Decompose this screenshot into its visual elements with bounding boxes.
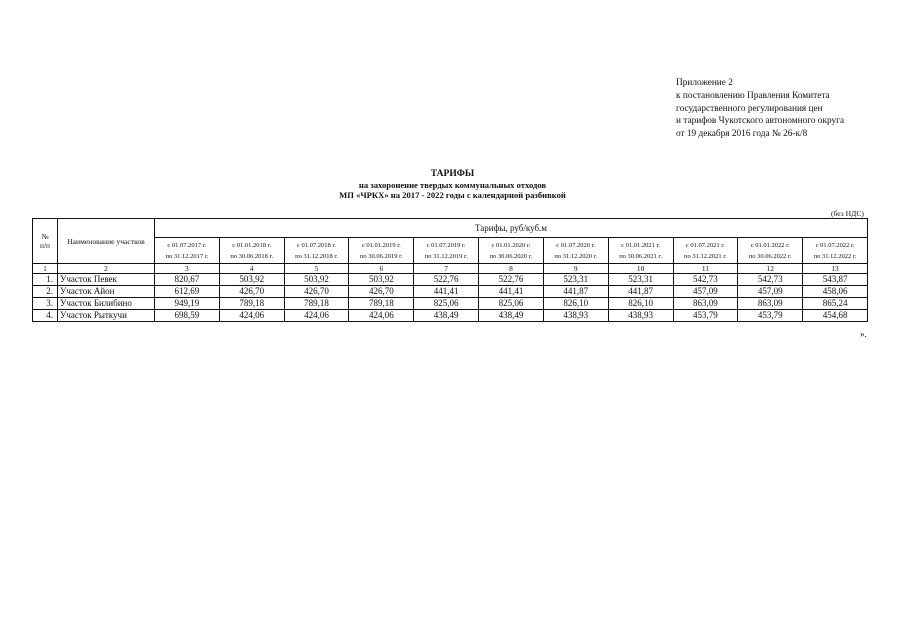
appendix-line: государственного регулирования цен: [676, 103, 823, 114]
site-name: Участок Рыткучи: [58, 310, 155, 322]
period-header-row: [33, 238, 868, 264]
period-header: [608, 238, 673, 264]
period-from: с 01.07.2020 г.: [556, 241, 596, 249]
column-number: 13: [803, 264, 868, 274]
tariff-cell: 454,68: [803, 310, 868, 322]
period-header: [803, 238, 868, 264]
tariff-cell: 949,19: [155, 298, 220, 310]
tariff-cell: 522,76: [414, 274, 479, 286]
appendix-line: от 19 декабря 2016 года № 26-к/8: [676, 129, 808, 140]
period-header: [349, 238, 414, 264]
table-row: [33, 274, 868, 286]
period-header: [155, 238, 220, 264]
column-number: 10: [608, 264, 673, 274]
tariff-cell: 503,92: [349, 274, 414, 286]
tariff-cell: 820,67: [155, 274, 220, 286]
tariff-cell: 457,09: [738, 286, 803, 298]
tariff-cell: 426,70: [349, 286, 414, 298]
period-from: с 01.07.2017 г.: [167, 241, 207, 249]
tariff-cell: 458,06: [803, 286, 868, 298]
tariff-cell: 426,70: [284, 286, 349, 298]
tariff-cell: 441,87: [543, 286, 608, 298]
tariff-cell: 789,18: [284, 298, 349, 310]
period-from: с 01.01.2021 г.: [621, 241, 661, 249]
tariff-cell: 438,93: [543, 310, 608, 322]
header-tariffs: Тарифы, руб/куб.м: [155, 219, 868, 238]
tariff-cell: 523,31: [608, 274, 673, 286]
tariff-table: [32, 218, 868, 322]
period-to: по 31.12.2020 г.: [554, 252, 598, 260]
period-from: с 01.01.2018 г.: [232, 241, 272, 249]
closing-quote-mark: ».: [860, 329, 867, 339]
tariff-cell: 441,41: [479, 286, 544, 298]
column-number: 9: [543, 264, 608, 274]
tariff-cell: 424,06: [219, 310, 284, 322]
column-number-row: [33, 264, 868, 274]
column-number: 12: [738, 264, 803, 274]
period-to: по 30.06.2022 г.: [748, 252, 792, 260]
column-number: 3: [155, 264, 220, 274]
tariff-cell: 426,70: [219, 286, 284, 298]
row-number: 3.: [33, 298, 58, 310]
column-number: 6: [349, 264, 414, 274]
tariff-cell: 438,93: [608, 310, 673, 322]
period-to: по 31.12.2018 г.: [295, 252, 338, 260]
table-row: [33, 310, 868, 322]
header-number-line: №: [41, 232, 49, 241]
tariff-cell: 441,87: [608, 286, 673, 298]
period-header: [414, 238, 479, 264]
period-from: с 01.07.2022 г.: [815, 241, 855, 249]
column-number: 5: [284, 264, 349, 274]
period-to: по 30.06.2018 г.: [230, 252, 274, 260]
site-name: Участок Певек: [58, 274, 155, 286]
period-header: [479, 238, 544, 264]
column-number: 11: [673, 264, 738, 274]
site-name: Участок Билибино: [58, 298, 155, 310]
appendix-reference: [676, 77, 844, 141]
column-number: 2: [58, 264, 155, 274]
table-row: [33, 298, 868, 310]
table-row: [33, 286, 868, 298]
period-from: с 01.07.2019 г.: [426, 241, 466, 249]
row-number: 2.: [33, 286, 58, 298]
tariff-cell: 863,09: [673, 298, 738, 310]
tariff-cell: 825,06: [414, 298, 479, 310]
period-to: по 30.06.2021 г.: [619, 252, 662, 260]
column-number: 7: [414, 264, 479, 274]
tariff-cell: 865,24: [803, 298, 868, 310]
tariff-cell: 826,10: [608, 298, 673, 310]
title-line-3: МП «ЧРКХ» на 2017 - 2022 годы с календарной разбивкой: [339, 190, 566, 201]
period-from: с 01.01.2022 г.: [750, 241, 790, 249]
tariff-cell: 543,87: [803, 274, 868, 286]
period-to: по 31.12.2019 г.: [424, 252, 468, 260]
period-header: [738, 238, 803, 264]
tariff-cell: 612,69: [155, 286, 220, 298]
tariff-cell: 424,06: [349, 310, 414, 322]
tariff-cell: 698,59: [155, 310, 220, 322]
column-number: 1: [33, 264, 58, 274]
column-number: 8: [479, 264, 544, 274]
period-header: [284, 238, 349, 264]
tariff-cell: 457,09: [673, 286, 738, 298]
tariff-cell: 438,49: [414, 310, 479, 322]
header-number: [33, 219, 58, 264]
title-line-1: ТАРИФЫ: [430, 169, 475, 179]
period-to: по 31.12.2017 г.: [165, 252, 209, 260]
header-name: Наименование участков: [58, 219, 155, 264]
row-number: 1.: [33, 274, 58, 286]
appendix-line: и тарифов Чукотского автономного округа: [676, 116, 845, 127]
period-to: по 31.12.2022 г.: [813, 252, 857, 260]
period-header: [543, 238, 608, 264]
tariff-cell: 503,92: [219, 274, 284, 286]
period-to: по 31.12.2021 г.: [684, 252, 727, 260]
tariff-cell: 826,10: [543, 298, 608, 310]
tariff-cell: 503,92: [284, 274, 349, 286]
period-from: с 01.07.2021 г.: [685, 241, 725, 249]
tariff-cell: 542,73: [673, 274, 738, 286]
tariff-cell: 542,73: [738, 274, 803, 286]
period-from: с 01.01.2019 г.: [361, 241, 401, 249]
tariff-cell: 789,18: [349, 298, 414, 310]
tariff-cell: 825,06: [479, 298, 544, 310]
period-from: с 01.01.2020 г.: [491, 241, 531, 249]
header-number-line: п/п: [40, 241, 50, 250]
tariff-cell: 522,76: [479, 274, 544, 286]
period-to: по 30.06.2019 г.: [359, 252, 403, 260]
tariff-cell: 789,18: [219, 298, 284, 310]
row-number: 4.: [33, 310, 58, 322]
title-line-2: на захоронение твердых коммунальных отходов: [358, 179, 547, 190]
vat-note: (без НДС): [831, 209, 864, 218]
period-to: по 30.06.2020 г.: [489, 252, 533, 260]
tariff-cell: 863,09: [738, 298, 803, 310]
site-name: Участок Айон: [58, 286, 155, 298]
tariff-cell: 453,79: [673, 310, 738, 322]
document-title: [0, 169, 905, 201]
tariff-cell: 438,49: [479, 310, 544, 322]
tariff-cell: 424,06: [284, 310, 349, 322]
period-header: [219, 238, 284, 264]
period-header: [673, 238, 738, 264]
tariff-cell: 453,79: [738, 310, 803, 322]
appendix-line: к постановлению Правления Комитета: [676, 90, 830, 101]
tariff-cell: 441,41: [414, 286, 479, 298]
appendix-line: Приложение 2: [676, 78, 733, 88]
column-number: 4: [219, 264, 284, 274]
period-from: с 01.07.2018 г.: [297, 241, 336, 249]
tariff-cell: 523,31: [543, 274, 608, 286]
